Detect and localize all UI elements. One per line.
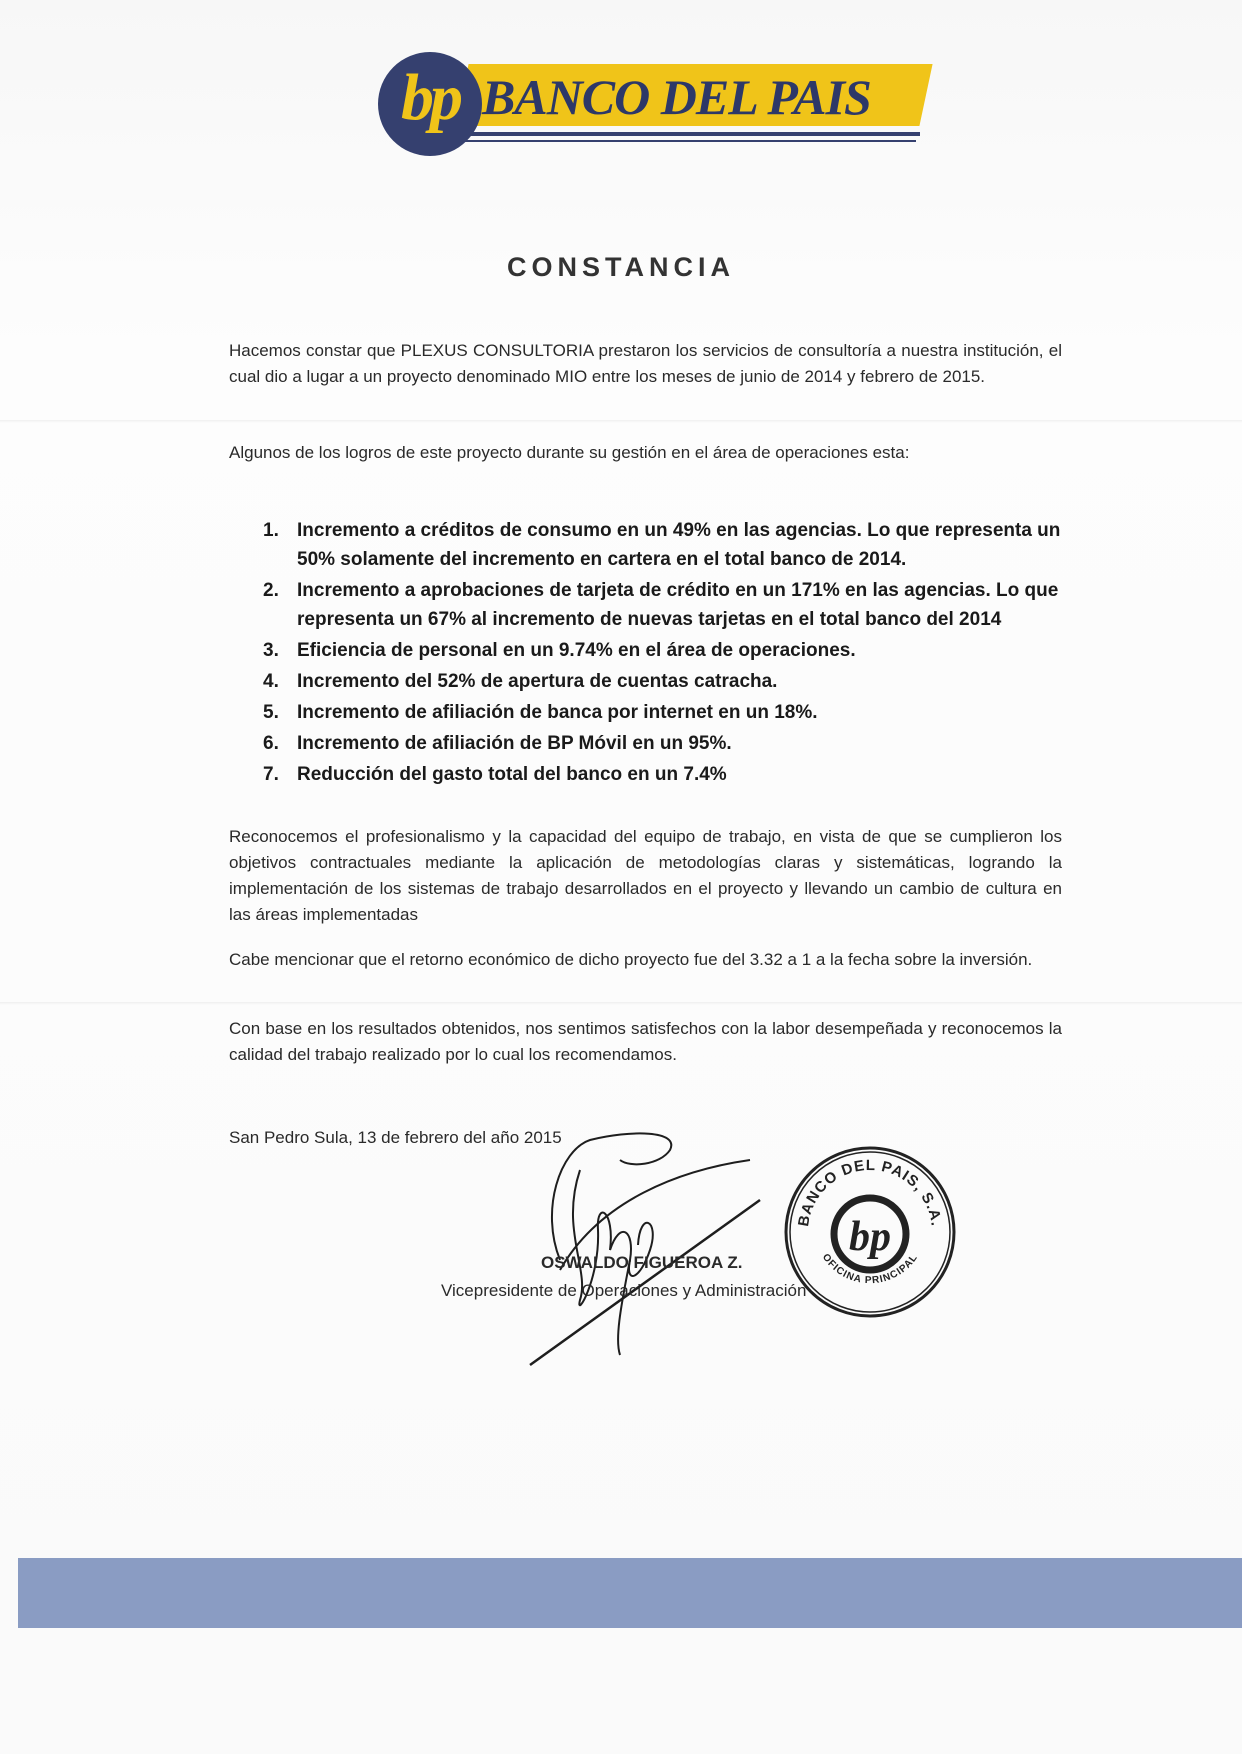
- return-paragraph: Cabe mencionar que el retorno económico de dicho proyecto fue del 3.32 a 1 a la fecha sobre la inversión.: [229, 950, 1033, 969]
- place-date: San Pedro Sula, 13 de febrero del año 2015: [229, 1128, 562, 1147]
- list-item-text: Reducción del gasto total del banco en un 7.4%: [297, 764, 727, 785]
- logo-underline-thin: [462, 140, 916, 142]
- list-item: [229, 516, 1062, 574]
- signer-title: Vicepresidente de Operaciones y Administración: [441, 1281, 807, 1300]
- list-item-number: 1.: [263, 520, 279, 541]
- list-item: [229, 698, 1062, 727]
- achievements-intro: Algunos de los logros de este proyecto durante su gestión en el área de operaciones esta:: [229, 443, 910, 462]
- recognition-paragraph: Reconocemos el profesionalismo y la capacidad del equipo de trabajo, en vista de que se cumplieron los objetivos contractuales mediante la aplicación de metodologías claras y sistemáticas, logrando la implementación de los sistemas de trabajo desarrollados en el proyecto y llevando un cambio de cultura en las áreas implementadas: [229, 827, 1062, 924]
- list-item: [229, 760, 1062, 789]
- stamp-top-text: BANCO DEL PAIS, S.A.: [795, 1156, 945, 1228]
- bank-logo: [378, 52, 948, 156]
- signer-name: OSWALDO FIGUEROA Z.: [541, 1253, 743, 1272]
- list-item-text: Incremento a créditos de consumo en un 49% en las agencias. Lo que representa un 50% solamente del incremento en cartera en el total banco de 2014.: [297, 520, 1061, 570]
- list-item-number: 4.: [263, 671, 279, 692]
- list-item-text: Incremento de afiliación de banca por internet en un 18%.: [297, 702, 818, 723]
- official-stamp: [780, 1142, 960, 1322]
- logo-underline: [462, 132, 920, 136]
- paper-fold-line: [0, 1002, 1242, 1005]
- stamp-center-mark: bp: [849, 1214, 891, 1260]
- intro-paragraph: Hacemos constar que PLEXUS CONSULTORIA prestaron los servicios de consultoría a nuestra institución, el cual dio a lugar a un proyecto denominado MIO entre los meses de junio de 2014 y febrero de 2015.: [229, 341, 1062, 386]
- list-item: [229, 636, 1062, 665]
- bank-name: BANCO DEL PAIS: [482, 69, 871, 125]
- list-item-number: 5.: [263, 702, 279, 723]
- list-item: [229, 576, 1062, 634]
- list-item-text: Incremento de afiliación de BP Móvil en un 95%.: [297, 733, 732, 754]
- document-title: CONSTANCIA: [507, 252, 735, 282]
- list-item-number: 6.: [263, 733, 279, 754]
- footer-band: [18, 1558, 1242, 1628]
- list-item-text: Incremento del 52% de apertura de cuentas catracha.: [297, 671, 778, 692]
- list-item-number: 3.: [263, 640, 279, 661]
- logo-mark: bp: [401, 61, 459, 134]
- list-item-text: Eficiencia de personal en un 9.74% en el área de operaciones.: [297, 640, 856, 661]
- list-item: [229, 667, 1062, 696]
- list-item-text: Incremento a aprobaciones de tarjeta de crédito en un 171% en las agencias. Lo que representa un 67% al incremento de nuevas tarjetas en el total banco del 2014: [297, 580, 1059, 630]
- handwritten-signature: [520, 1110, 780, 1370]
- list-item: [229, 729, 1062, 758]
- list-item-number: 2.: [263, 580, 279, 601]
- stamp-bottom-text: OFICINA PRINCIPAL: [819, 1251, 921, 1287]
- achievements-list: [229, 516, 1062, 791]
- paper-fold-line: [0, 420, 1242, 423]
- closing-paragraph: Con base en los resultados obtenidos, nos sentimos satisfechos con la labor desempeñada y reconocemos la calidad del trabajo realizado por lo cual los recomendamos.: [229, 1019, 1062, 1064]
- list-item-number: 7.: [263, 764, 279, 785]
